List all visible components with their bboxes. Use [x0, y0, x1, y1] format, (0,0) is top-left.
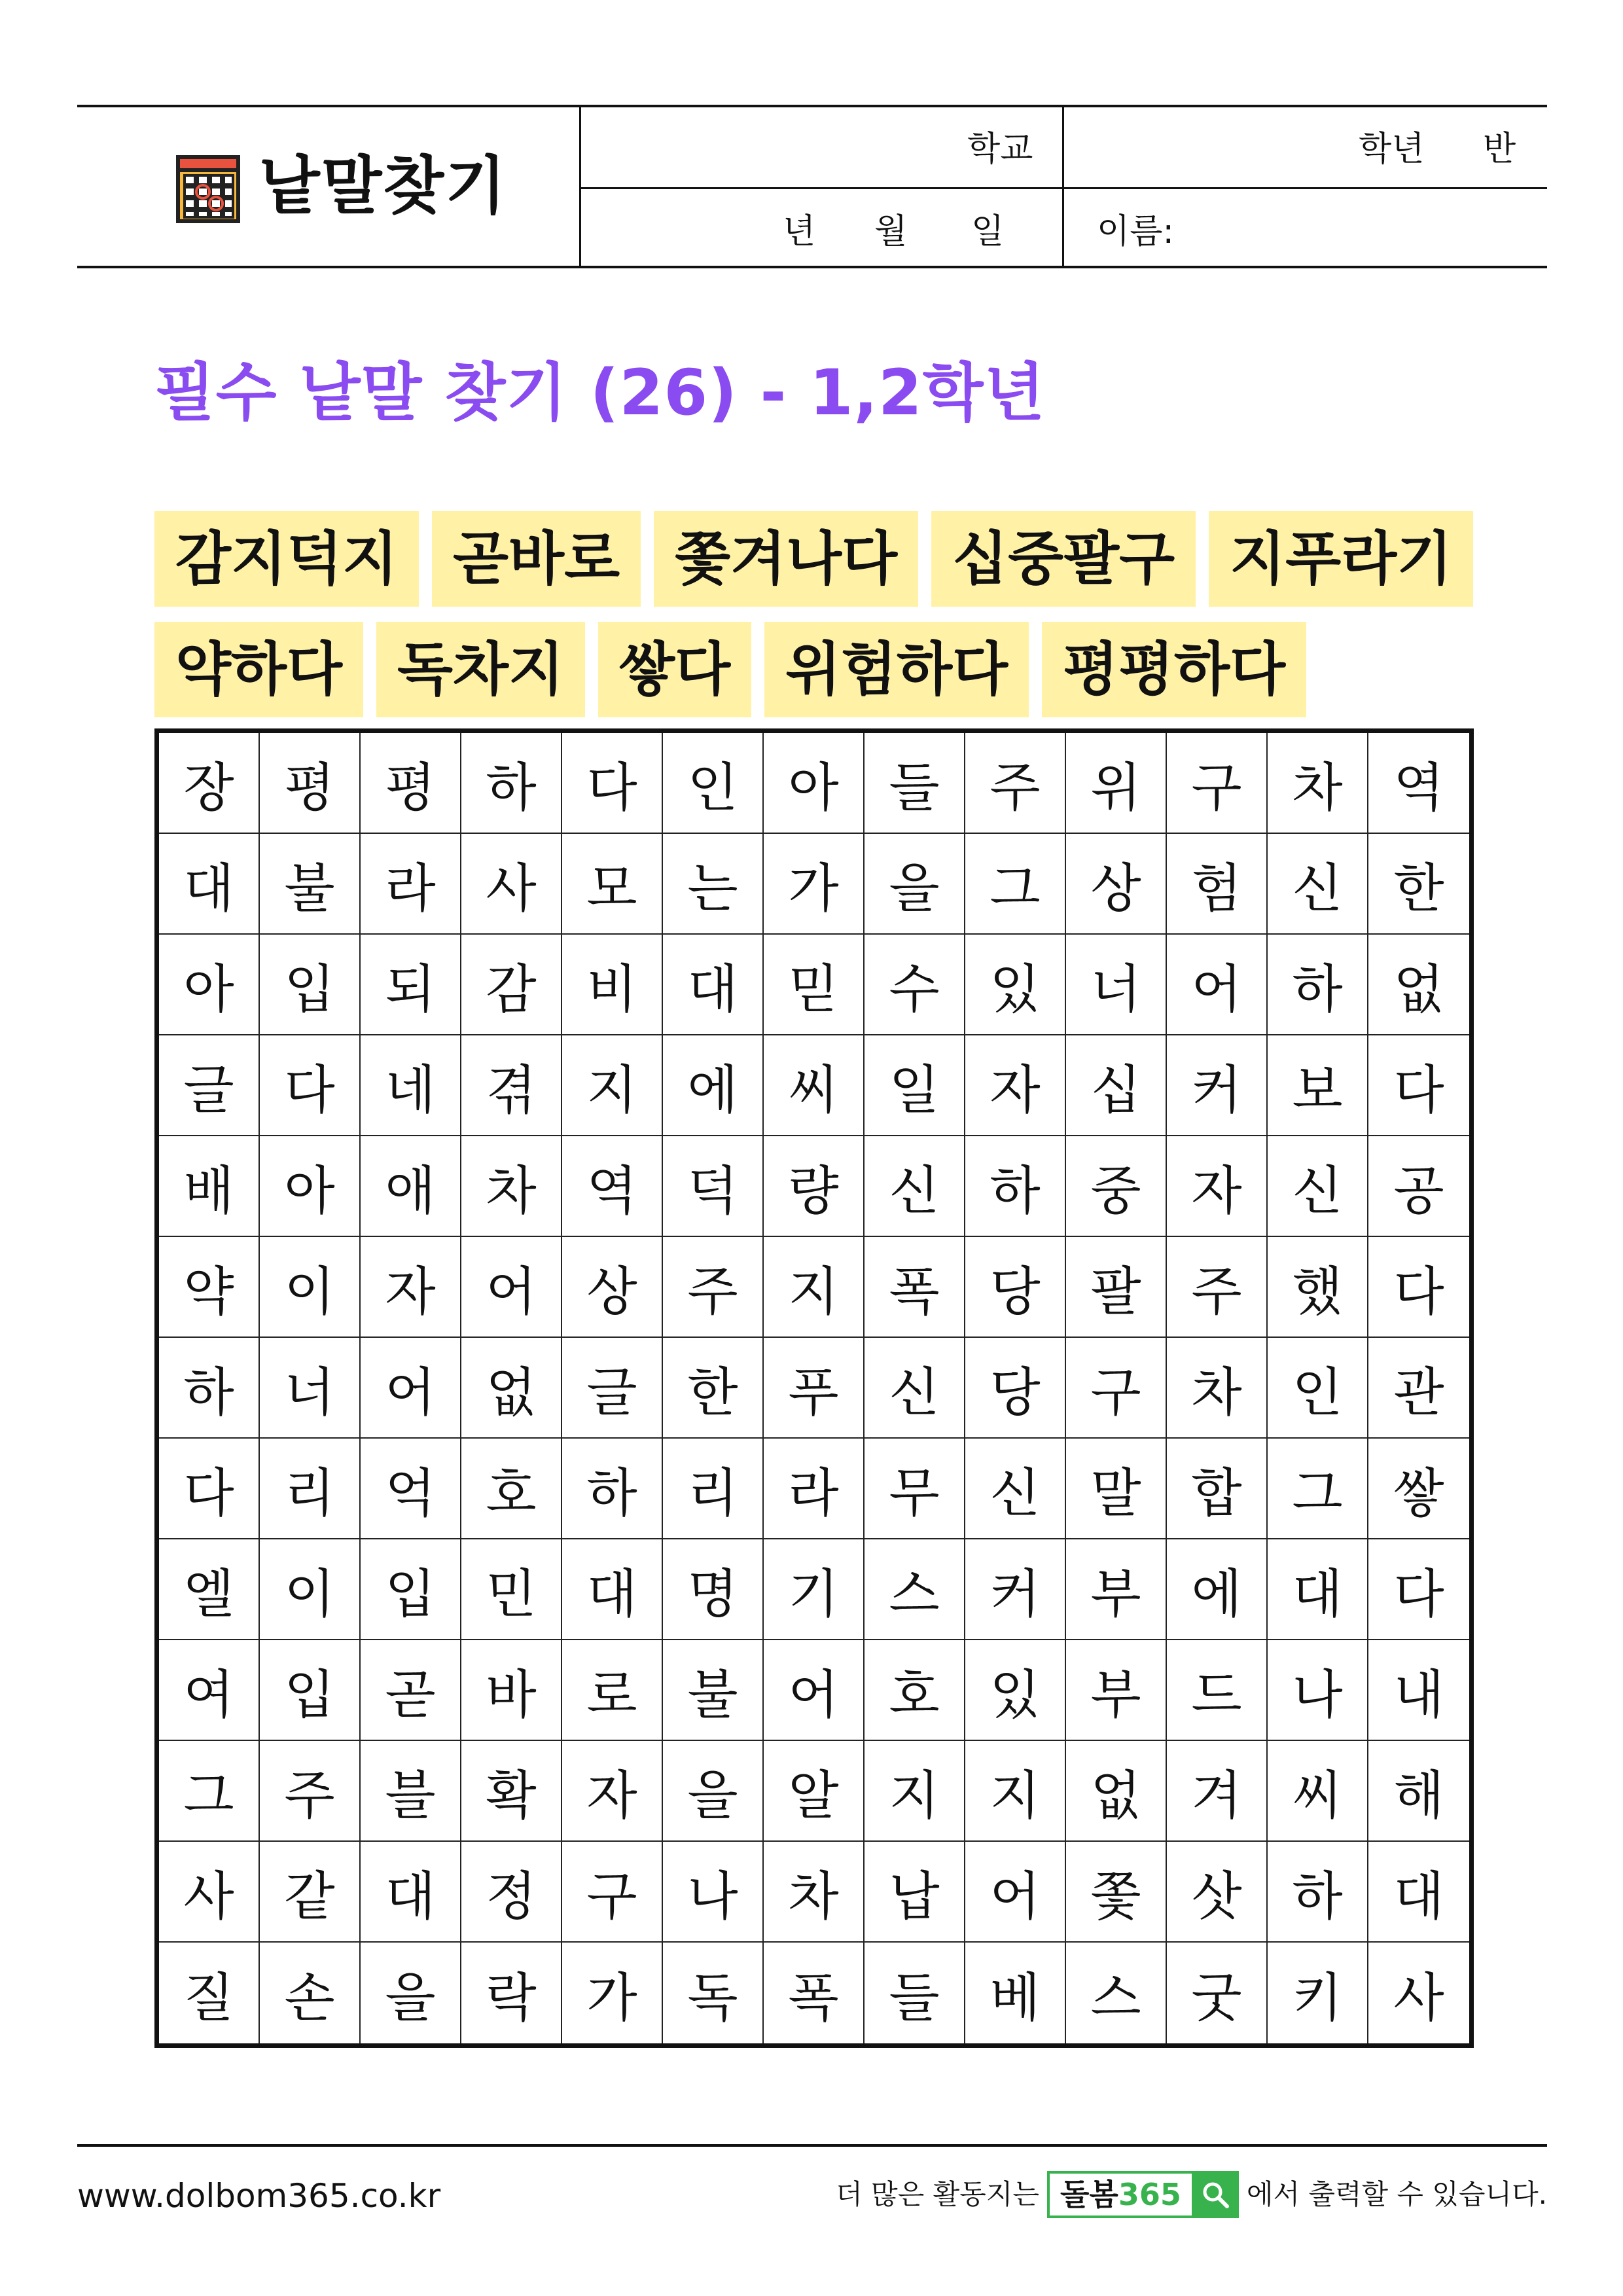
logo-title: 낱말찾기	[259, 149, 507, 223]
grid-cell[interactable]: 어	[461, 1237, 562, 1338]
worksheet-header	[77, 105, 1547, 268]
grid-cell[interactable]: 하	[965, 1136, 1066, 1237]
promo-after: 에서 출력할 수 있습니다.	[1246, 2178, 1547, 2210]
grid-cell[interactable]: 신	[865, 1338, 965, 1439]
grid-cell[interactable]: 관	[1368, 1338, 1469, 1439]
grid-cell[interactable]: 위	[1066, 733, 1167, 834]
grid-cell[interactable]: 량	[764, 1136, 865, 1237]
target-word: 약하다	[154, 622, 363, 717]
grid-cell[interactable]: 다	[562, 733, 663, 834]
grid-cell[interactable]: 부	[1066, 1539, 1167, 1640]
grid-cell[interactable]: 인	[1268, 1338, 1368, 1439]
class-label: 반	[1483, 130, 1516, 169]
day-label: 일	[971, 212, 1005, 251]
grid-cell[interactable]: 아	[159, 935, 260, 1035]
grid-cell[interactable]: 신	[1268, 1136, 1368, 1237]
grid-cell[interactable]: 자	[361, 1237, 461, 1338]
grid-cell[interactable]: 지	[965, 1741, 1066, 1842]
grid-cell[interactable]: 가	[764, 834, 865, 935]
search-icon	[1192, 2171, 1239, 2218]
year-label: 년	[783, 212, 816, 251]
grid-cell[interactable]: 덕	[663, 1136, 764, 1237]
grid-cell[interactable]: 입	[260, 935, 361, 1035]
grid-cell[interactable]: 차	[1268, 733, 1368, 834]
grid-cell[interactable]: 납	[865, 1842, 965, 1943]
grid-cell[interactable]: 호	[461, 1439, 562, 1539]
grid-cell[interactable]: 없	[1066, 1741, 1167, 1842]
grid-cell[interactable]: 일	[865, 1035, 965, 1136]
grid-cell[interactable]: 그	[159, 1741, 260, 1842]
grid-cell[interactable]: 감	[461, 935, 562, 1035]
grid-cell[interactable]: 약	[159, 1237, 260, 1338]
grid-cell[interactable]: 드	[1167, 1640, 1268, 1741]
grid-cell[interactable]: 호	[865, 1640, 965, 1741]
grid-cell[interactable]: 대	[562, 1539, 663, 1640]
grid-cell[interactable]: 여	[159, 1640, 260, 1741]
grid-cell[interactable]: 십	[1066, 1035, 1167, 1136]
grid-cell[interactable]: 당	[965, 1338, 1066, 1439]
grid-cell[interactable]: 커	[1167, 1035, 1268, 1136]
grid-cell[interactable]: 상	[1066, 834, 1167, 935]
grid-cell[interactable]: 씨	[764, 1035, 865, 1136]
grid-cell[interactable]: 쌓	[1368, 1439, 1469, 1539]
grid-cell[interactable]: 글	[562, 1338, 663, 1439]
grid-cell[interactable]: 베	[965, 1943, 1066, 2043]
target-word: 십중팔구	[931, 511, 1196, 607]
target-word: 쌓다	[598, 622, 751, 717]
grid-cell[interactable]: 스	[865, 1539, 965, 1640]
grid-cell[interactable]: 불	[260, 834, 361, 935]
grid-cell[interactable]: 는	[663, 834, 764, 935]
grid-cell[interactable]: 역	[1368, 733, 1469, 834]
grid-cell[interactable]: 모	[562, 834, 663, 935]
grid-cell[interactable]: 해	[1368, 1741, 1469, 1842]
grid-cell[interactable]: 다	[1368, 1035, 1469, 1136]
grid-cell[interactable]: 을	[865, 834, 965, 935]
grid-cell[interactable]: 가	[562, 1943, 663, 2043]
grid-cell[interactable]: 확	[461, 1741, 562, 1842]
grid-cell[interactable]: 이	[260, 1539, 361, 1640]
grid-cell[interactable]: 리	[260, 1439, 361, 1539]
grid-cell[interactable]: 지	[764, 1237, 865, 1338]
grid-cell[interactable]: 다	[1368, 1237, 1469, 1338]
grid-cell[interactable]: 신	[865, 1136, 965, 1237]
promo-text	[836, 2168, 1547, 2221]
grid-cell[interactable]: 믿	[764, 935, 865, 1035]
grid-cell[interactable]: 신	[1268, 834, 1368, 935]
grid-cell[interactable]: 애	[361, 1136, 461, 1237]
grid-cell[interactable]: 너	[1066, 935, 1167, 1035]
footer-divider	[77, 2144, 1547, 2147]
target-word: 독차지	[376, 622, 585, 717]
grid-cell[interactable]: 공	[1368, 1136, 1469, 1237]
grid-cell[interactable]: 주	[663, 1237, 764, 1338]
grid-cell[interactable]: 주	[260, 1741, 361, 1842]
calendar-grid-icon	[175, 153, 241, 225]
grid-cell[interactable]: 사	[1393, 1967, 1444, 2028]
word-list-row-2	[154, 622, 1306, 717]
grid-cell[interactable]: 지	[865, 1741, 965, 1842]
target-word: 지푸라기	[1209, 511, 1473, 607]
grid-cell[interactable]: 차	[764, 1842, 865, 1943]
grid-cell[interactable]: 질	[159, 1943, 260, 2043]
grid-cell[interactable]: 입	[361, 1539, 461, 1640]
target-word: 곧바로	[432, 511, 641, 607]
logo-area	[77, 107, 581, 266]
grid-cell[interactable]: 대	[663, 935, 764, 1035]
grid-cell[interactable]: 락	[461, 1943, 562, 2043]
grid-cell[interactable]: 커	[965, 1539, 1066, 1640]
grid-cell[interactable]: 배	[159, 1136, 260, 1237]
grid-cell[interactable]: 수	[865, 935, 965, 1035]
grid-cell[interactable]: 구	[562, 1842, 663, 1943]
grid-cell[interactable]: 하	[562, 1439, 663, 1539]
word-search-grid	[154, 728, 1474, 2048]
grid-cell[interactable]: 부	[1066, 1640, 1167, 1741]
grid-cell[interactable]: 없	[1368, 935, 1469, 1035]
grid-cell[interactable]: 라	[361, 834, 461, 935]
grid-cell[interactable]: 겪	[461, 1035, 562, 1136]
grid-cell[interactable]: 나	[1268, 1640, 1368, 1741]
grid-cell[interactable]: 평	[260, 733, 361, 834]
grid-cell[interactable]: 내	[1368, 1640, 1469, 1741]
dolbom-search-badge[interactable]	[1047, 2171, 1239, 2218]
name-label: 이름:	[1097, 212, 1174, 251]
grid-cell[interactable]: 하	[1268, 1842, 1368, 1943]
grid-cell[interactable]: 푸	[764, 1338, 865, 1439]
grid-cell[interactable]: 다	[260, 1035, 361, 1136]
grid-cell[interactable]: 을	[663, 1741, 764, 1842]
grid-cell[interactable]: 역	[562, 1136, 663, 1237]
grid-cell[interactable]: 정	[461, 1842, 562, 1943]
grid-cell[interactable]: 폭	[865, 1237, 965, 1338]
grid-cell[interactable]: 했	[1268, 1237, 1368, 1338]
grid-cell[interactable]: 다	[159, 1439, 260, 1539]
month-label: 월	[874, 212, 908, 251]
grid-cell[interactable]: 대	[1368, 1842, 1469, 1943]
grid-cell[interactable]: 나	[663, 1842, 764, 1943]
grid-cell[interactable]: 어	[1167, 935, 1268, 1035]
school-date-area	[581, 107, 1064, 266]
badge-number: 365	[1118, 2177, 1181, 2212]
grid-cell[interactable]: 네	[361, 1035, 461, 1136]
grid-cell[interactable]: 구	[1066, 1338, 1167, 1439]
grid-cell[interactable]: 사	[159, 1842, 260, 1943]
grid-cell[interactable]: 불	[663, 1640, 764, 1741]
grid-cell[interactable]: 글	[159, 1035, 260, 1136]
grid-cell[interactable]: 에	[663, 1035, 764, 1136]
grid-cell[interactable]: 구	[1167, 733, 1268, 834]
header-divider	[581, 187, 1547, 189]
grid-cell[interactable]: 들	[865, 1943, 965, 2043]
grid-cell[interactable]: 비	[562, 935, 663, 1035]
grid-cell[interactable]: 사	[461, 834, 562, 935]
grid-cell[interactable]: 억	[361, 1439, 461, 1539]
grid-cell[interactable]: 명	[663, 1539, 764, 1640]
grid-cell[interactable]: 바	[461, 1640, 562, 1741]
grid-cell[interactable]: 어	[361, 1338, 461, 1439]
grid-cell[interactable]: 말	[1066, 1439, 1167, 1539]
grid-cell[interactable]: 입	[260, 1640, 361, 1741]
grid-cell[interactable]: 그	[1268, 1439, 1368, 1539]
grid-cell[interactable]: 무	[865, 1439, 965, 1539]
grid-cell[interactable]: 아	[260, 1136, 361, 1237]
grid-cell[interactable]: 되	[361, 935, 461, 1035]
grid-cell[interactable]: 겨	[1167, 1741, 1268, 1842]
grid-cell[interactable]: 지	[562, 1035, 663, 1136]
grid-cell[interactable]: 하	[1268, 935, 1368, 1035]
grid-cell[interactable]: 굿	[1167, 1943, 1268, 2043]
grid-cell[interactable]: 다	[1368, 1539, 1469, 1640]
grid-cell[interactable]: 같	[260, 1842, 361, 1943]
grid-cell[interactable]: 키	[1268, 1943, 1368, 2043]
grid-cell[interactable]: 자	[562, 1741, 663, 1842]
grid-cell[interactable]: 상	[562, 1237, 663, 1338]
grid-cell[interactable]: 없	[461, 1338, 562, 1439]
grid-cell[interactable]: 씨	[1268, 1741, 1368, 1842]
grid-cell[interactable]: 차	[1167, 1338, 1268, 1439]
school-label: 학교	[967, 130, 1033, 169]
grid-cell[interactable]: 팔	[1066, 1237, 1167, 1338]
grid-cell[interactable]: 스	[1066, 1943, 1167, 2043]
grid-cell[interactable]: 하	[159, 1338, 260, 1439]
target-word: 쫓겨나다	[654, 511, 918, 607]
grid-cell[interactable]: 당	[965, 1237, 1066, 1338]
grid-cell[interactable]: 엘	[159, 1539, 260, 1640]
grid-cell[interactable]: 리	[663, 1439, 764, 1539]
promo-before: 더 많은 활동지는	[836, 2178, 1039, 2210]
target-word: 감지덕지	[154, 511, 419, 607]
grid-cell[interactable]: 로	[562, 1640, 663, 1741]
grid-cell[interactable]: 기	[764, 1539, 865, 1640]
grid-cell[interactable]: 어	[764, 1640, 865, 1741]
grid-cell[interactable]: 들	[865, 733, 965, 834]
grid-cell[interactable]: 폭	[764, 1943, 865, 2043]
grid-cell[interactable]: 험	[1167, 834, 1268, 935]
grade-name-area	[1064, 107, 1547, 266]
grid-cell[interactable]: 신	[965, 1439, 1066, 1539]
grid-cell[interactable]: 중	[1066, 1136, 1167, 1237]
grid-cell[interactable]: 한	[1368, 834, 1469, 935]
grid-cell[interactable]: 대	[361, 1842, 461, 1943]
grid-cell[interactable]: 합	[1167, 1439, 1268, 1539]
grid-cell[interactable]: 있	[965, 1640, 1066, 1741]
target-word: 위험하다	[764, 622, 1029, 717]
grid-cell[interactable]: 알	[764, 1741, 865, 1842]
grid-cell[interactable]: 대	[159, 834, 260, 935]
grid-cell[interactable]: 자	[965, 1035, 1066, 1136]
grid-cell[interactable]: 어	[965, 1842, 1066, 1943]
grid-cell[interactable]: 보	[1268, 1035, 1368, 1136]
worksheet-title: 필수 낱말 찾기 (26) - 1,2학년	[154, 356, 1046, 429]
badge-text: 돌봄	[1060, 2177, 1118, 2212]
grid-cell[interactable]: 아	[764, 733, 865, 834]
target-word: 평평하다	[1042, 622, 1306, 717]
grid-cell[interactable]: 민	[461, 1539, 562, 1640]
grid-cell[interactable]: 있	[965, 935, 1066, 1035]
site-url[interactable]: www.dolbom365.co.kr	[77, 2177, 441, 2215]
grid-cell[interactable]: 독	[663, 1943, 764, 2043]
grid-cell[interactable]: 주	[965, 733, 1066, 834]
grid-cell[interactable]: 주	[1167, 1237, 1268, 1338]
grid-cell[interactable]: 대	[1268, 1539, 1368, 1640]
grid-cell[interactable]: 그	[965, 834, 1066, 935]
badge-label	[1050, 2168, 1192, 2221]
grid-cell[interactable]: 손	[260, 1943, 361, 2043]
grid-cell[interactable]: 곧	[361, 1640, 461, 1741]
grid-cell[interactable]: 쫓	[1066, 1842, 1167, 1943]
grade-label: 학년	[1359, 130, 1425, 169]
grid-cell[interactable]: 삿	[1167, 1842, 1268, 1943]
grid-cell[interactable]: 자	[1167, 1136, 1268, 1237]
grid-cell[interactable]: 장	[159, 733, 260, 834]
grid-cell[interactable]: 차	[461, 1136, 562, 1237]
grid-cell[interactable]: 블	[361, 1741, 461, 1842]
grid-cell[interactable]: 라	[764, 1439, 865, 1539]
grid-cell[interactable]: 인	[663, 733, 764, 834]
grid-cell[interactable]: 을	[361, 1943, 461, 2043]
grid-cell[interactable]: 이	[260, 1237, 361, 1338]
word-list-row-1	[154, 511, 1473, 607]
grid-cell[interactable]: 에	[1167, 1539, 1268, 1640]
grid-cell[interactable]: 한	[663, 1338, 764, 1439]
grid-cell[interactable]: 하	[461, 733, 562, 834]
grid-cell[interactable]: 너	[260, 1338, 361, 1439]
grid-cell[interactable]: 평	[361, 733, 461, 834]
